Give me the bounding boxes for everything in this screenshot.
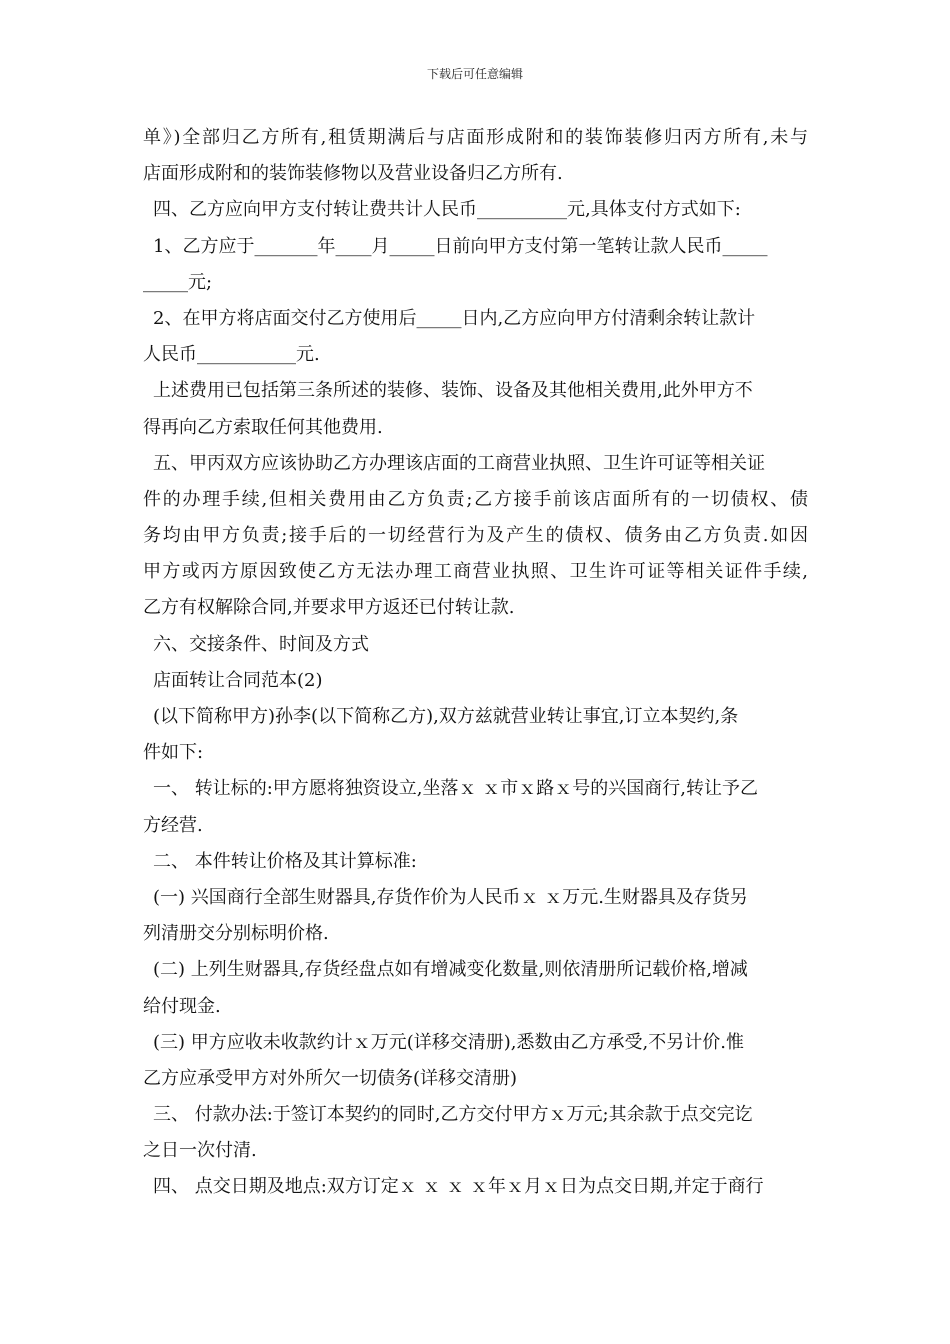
text-line: _____元;	[143, 271, 213, 293]
text-line: 乙方应承受甲方对外所欠一切债务(详移交清册)	[143, 1067, 518, 1089]
text-line: 人民币___________元.	[143, 344, 320, 366]
text-line: 单》)全部归乙方所有,租赁期满后与店面形成附和的装饰装修归丙方所有,未与	[143, 127, 808, 148]
text-line: 甲方或丙方原因致使乙方无法办理工商营业执照、卫生许可证等相关证件手续,	[143, 561, 808, 583]
text-line: 件如下:	[143, 742, 204, 764]
text-line: 二、 本件转让价格及其计算标准:	[153, 850, 417, 872]
text-line: 四、乙方应向甲方支付转让费共计人民币__________元,具体支付方式如下:	[153, 199, 741, 221]
text-line: 务均由甲方负责;接手后的一切经营行为及产生的债权、债务由乙方负责.如因	[143, 525, 808, 547]
text-line: 1、乙方应于_______年____月_____日前向甲方支付第一笔转让款人民币_____	[153, 235, 768, 257]
text-line: 店面形成附和的装饰装修物以及营业设备归乙方所有.	[143, 163, 563, 185]
text-line: 方经营.	[143, 814, 203, 836]
text-line: (一) 兴国商行全部生财器具,存货作价为人民币ｘ ｘ万元.生财器具及存货另	[153, 886, 748, 908]
text-line: 五、甲丙双方应该协助乙方办理该店面的工商营业执照、卫生许可证等相关证	[153, 452, 765, 474]
text-line: 2、在甲方将店面交付乙方使用后_____日内,乙方应向甲方付清剩余转让款计	[153, 307, 756, 329]
text-line: 六、交接条件、时间及方式	[153, 633, 369, 655]
text-line: (以下简称甲方)孙李(以下简称乙方),双方兹就营业转让事宜,订立本契约,条	[153, 706, 739, 727]
text-line: 上述费用已包括第三条所述的装修、装饰、设备及其他相关费用,此外甲方不	[153, 380, 753, 402]
text-line: 乙方有权解除合同,并要求甲方返还已付转让款.	[143, 597, 515, 619]
text-line: 四、 点交日期及地点:双方订定ｘ ｘ ｘ ｘ年ｘ月ｘ日为点交日期,并定于商行	[153, 1176, 764, 1198]
document-body	[143, 120, 808, 1206]
text-line: 给付现金.	[143, 995, 221, 1017]
text-line: (二) 上列生财器具,存货经盘点如有增减变化数量,则依清册所记载价格,增减	[153, 959, 748, 981]
text-line: 一、 转让标的:甲方愿将独资设立,坐落ｘ ｘ市ｘ路ｘ号的兴国商行,转让予乙	[153, 778, 758, 800]
text-line: 件的办理手续,但相关费用由乙方负责;乙方接手前该店面所有的一切债权、债	[143, 488, 808, 510]
text-line: 三、 付款办法:于签订本契约的同时,乙方交付甲方ｘ万元;其余款于点交完讫	[153, 1104, 753, 1126]
text-line: 得再向乙方索取任何其他费用.	[143, 416, 383, 438]
page-header: 下载后可任意编辑	[426, 67, 523, 81]
text-line: 店面转让合同范本(2)	[153, 669, 323, 691]
text-line: 之日一次付清.	[143, 1140, 257, 1162]
text-line: (三) 甲方应收未收款约计ｘ万元(详移交清册),悉数由乙方承受,不另计价.惟	[153, 1031, 744, 1053]
text-line: 列清册交分别标明价格.	[143, 923, 329, 945]
